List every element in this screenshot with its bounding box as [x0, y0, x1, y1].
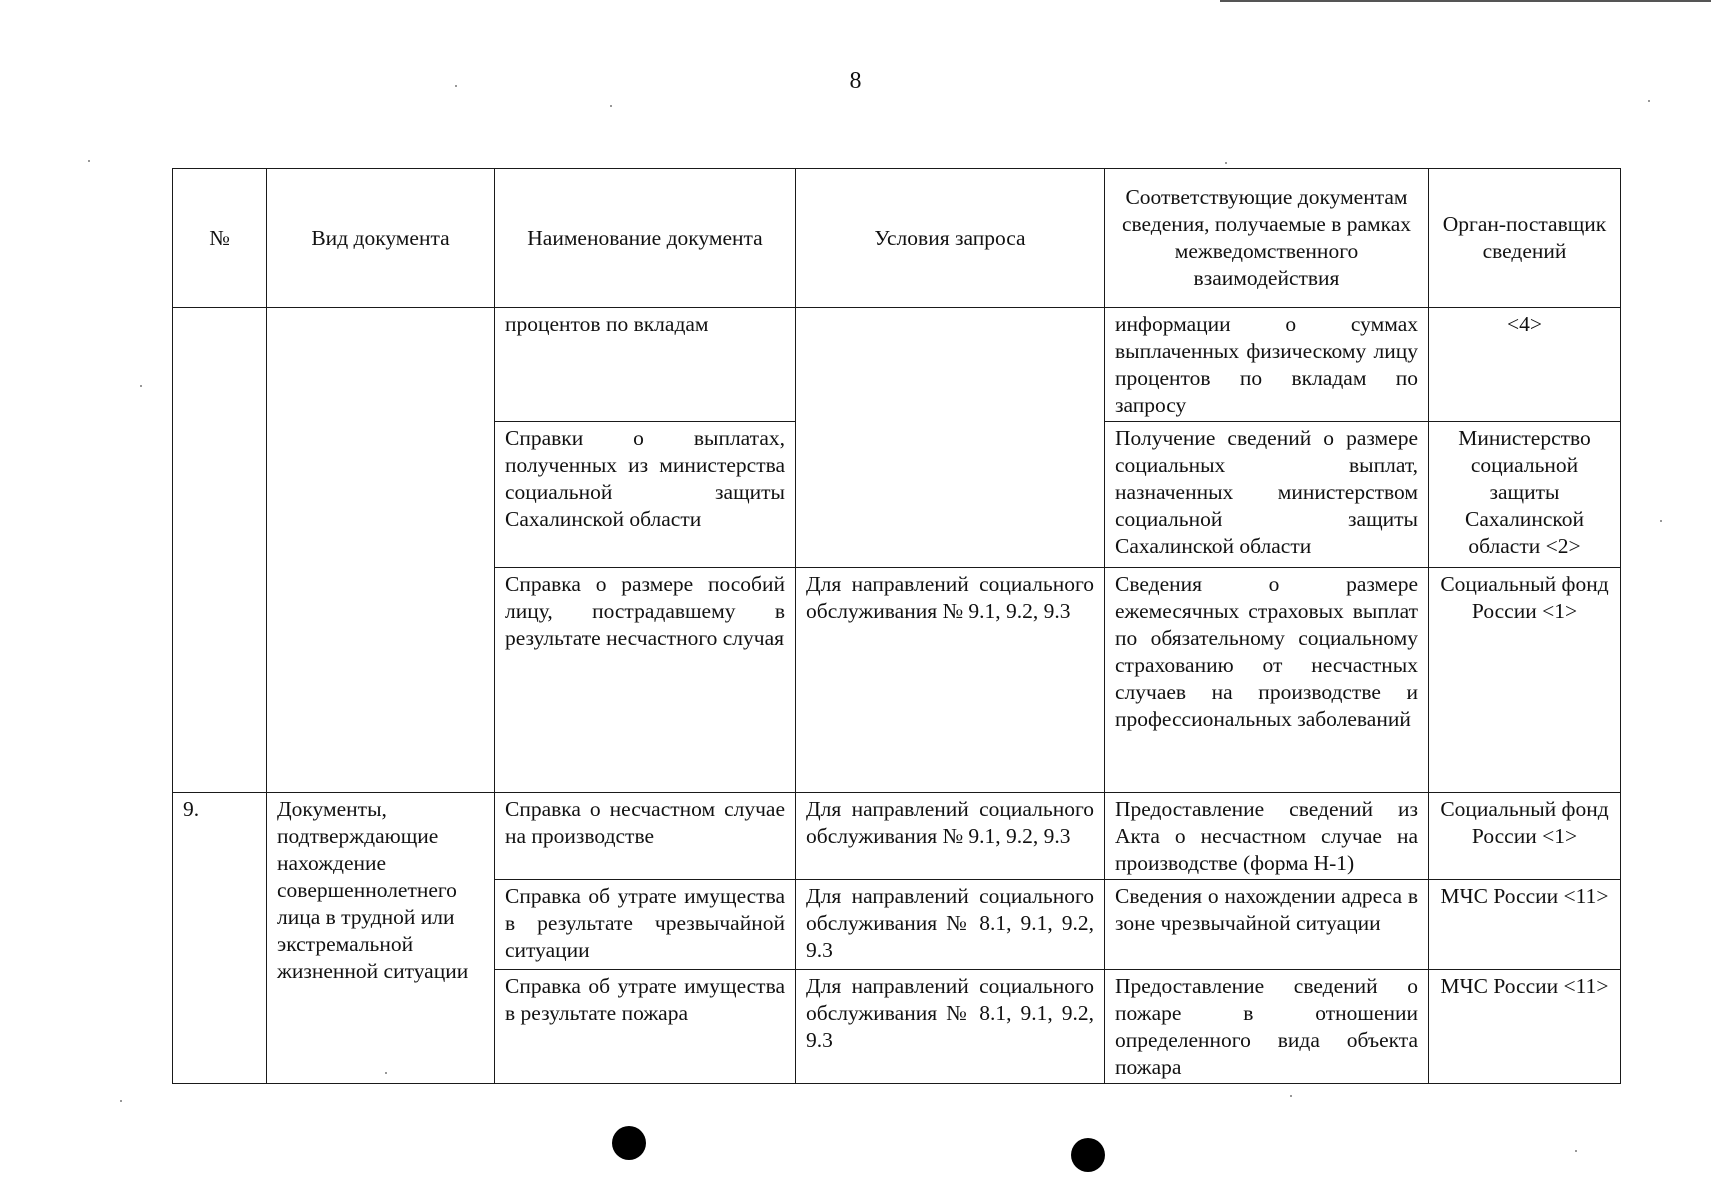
table-row [173, 308, 1621, 422]
scan-speck [1648, 100, 1650, 102]
cell-document-name: Справка об утрате имущества в результате чрезвычайной ситуации [495, 880, 796, 970]
header-document-type: Вид документа [267, 169, 495, 308]
cell-supplier-agency: МЧС России <11> [1429, 880, 1621, 970]
punch-hole-left [612, 1126, 646, 1160]
cell-document-type: Документы, подтверждающие нахождение совершеннолетнего лица в трудной или экстремальной жизненной ситуации [267, 793, 495, 1084]
table-header-row [173, 169, 1621, 308]
cell-document-type [267, 308, 495, 793]
cell-document-name: Справка об утрате имущества в результате пожара [495, 970, 796, 1084]
scan-speck [120, 1100, 122, 1102]
punch-hole-right [1071, 1138, 1105, 1172]
scan-speck [610, 105, 612, 107]
scan-speck [385, 1072, 387, 1074]
cell-supplier-agency: <4> [1429, 308, 1621, 422]
scan-edge-line [1220, 0, 1711, 2]
cell-supplier-agency: МЧС России <11> [1429, 970, 1621, 1084]
cell-interagency-info: Предоставление сведений о пожаре в отношении определенного вида объекта пожара [1105, 970, 1429, 1084]
cell-request-conditions: Для направлений социального обслуживания № 9.1, 9.2, 9.3 [796, 793, 1105, 880]
cell-request-conditions: Для направлений социального обслуживания № 9.1, 9.2, 9.3 [796, 568, 1105, 793]
cell-document-name: Справка о размере пособий лицу, пострадавшему в результате несчастного случая [495, 568, 796, 793]
cell-supplier-agency: Социальный фонд России <1> [1429, 568, 1621, 793]
scan-speck [88, 160, 90, 162]
scan-speck [1225, 162, 1227, 164]
cell-number [173, 308, 267, 793]
cell-document-name: процентов по вкладам [495, 308, 796, 422]
cell-request-conditions [796, 308, 1105, 568]
scan-speck [1660, 520, 1662, 522]
header-number: № [173, 169, 267, 308]
cell-document-name: Справки о выплатах, полученных из министерства социальной защиты Сахалинской области [495, 422, 796, 568]
page-number: 8 [849, 68, 862, 94]
header-document-name: Наименование документа [495, 169, 796, 308]
scan-speck [140, 385, 142, 387]
scan-speck [1575, 1150, 1577, 1152]
scan-speck [455, 85, 457, 87]
cell-supplier-agency: Социальный фонд России <1> [1429, 793, 1621, 880]
cell-number: 9. [173, 793, 267, 1084]
cell-interagency-info: Предоставление сведений из Акта о несчастном случае на производстве (форма Н-1) [1105, 793, 1429, 880]
cell-request-conditions: Для направлений социального обслуживания № 8.1, 9.1, 9.2, 9.3 [796, 880, 1105, 970]
header-supplier-agency: Орган-поставщик сведений [1429, 169, 1621, 308]
header-interagency-info: Соответствующие документам сведения, получаемые в рамках межведомственного взаимодействия [1105, 169, 1429, 308]
cell-supplier-agency: Министерство социальной защиты Сахалинской области <2> [1429, 422, 1621, 568]
table-row [173, 793, 1621, 880]
cell-interagency-info: Получение сведений о размере социальных выплат, назначенных министерством социальной защиты Сахалинской области [1105, 422, 1429, 568]
cell-document-name: Справка о несчастном случае на производстве [495, 793, 796, 880]
cell-interagency-info: Сведения о нахождении адреса в зоне чрезвычайной ситуации [1105, 880, 1429, 970]
cell-interagency-info: информации о суммах выплаченных физическому лицу процентов по вкладам по запросу [1105, 308, 1429, 422]
document-table [172, 168, 1621, 1084]
cell-request-conditions: Для направлений социального обслуживания № 8.1, 9.1, 9.2, 9.3 [796, 970, 1105, 1084]
scan-speck [1290, 1095, 1292, 1097]
header-request-conditions: Условия запроса [796, 169, 1105, 308]
cell-interagency-info: Сведения о размере ежемесячных страховых выплат по обязательному социальному страхованию от несчастных случаев на производстве и профессиональных заболеваний [1105, 568, 1429, 793]
